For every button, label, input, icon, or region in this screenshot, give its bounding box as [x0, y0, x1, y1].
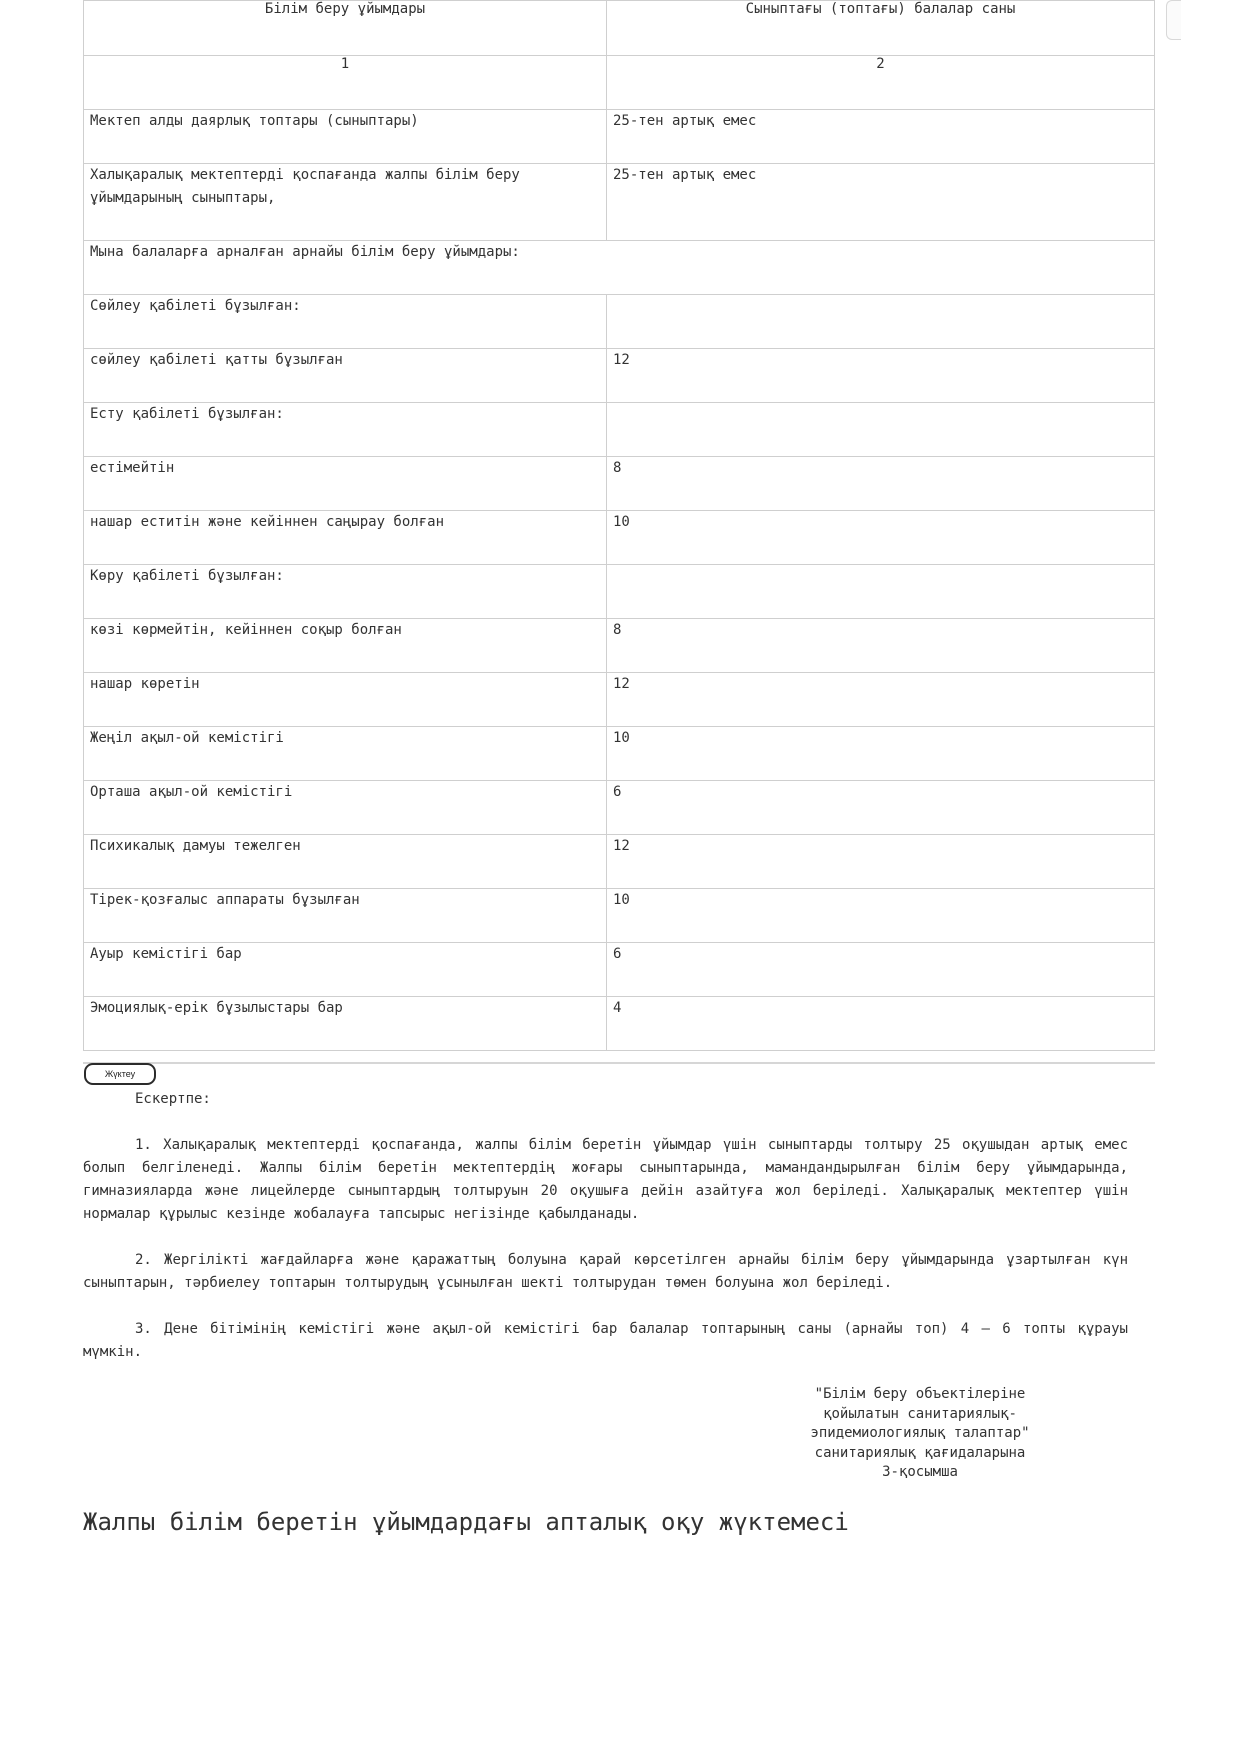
table-row — [84, 110, 1155, 164]
organization-cell: нашар еститін және кейіннен саңырау болған — [84, 511, 607, 565]
column-number-2: 2 — [607, 56, 1155, 110]
table-row — [84, 295, 1155, 349]
table-row — [84, 619, 1155, 673]
table-row — [84, 673, 1155, 727]
appendix-line: 3-қосымша — [882, 1464, 958, 1480]
organization-cell: Мектеп алды даярлық топтары (сыныптары) — [84, 110, 607, 164]
organization-cell: Есту қабілеті бұзылған: — [84, 403, 607, 457]
table-row — [84, 457, 1155, 511]
children-count-cell: 10 — [607, 511, 1155, 565]
organization-cell: Ауыр кемістігі бар — [84, 943, 607, 997]
table-row — [84, 835, 1155, 889]
table-row — [84, 403, 1155, 457]
children-count-cell: 12 — [607, 349, 1155, 403]
class-size-table — [83, 0, 1155, 1051]
column-number-1: 1 — [84, 56, 607, 110]
organization-cell: Сөйлеу қабілеті бұзылған: — [84, 295, 607, 349]
children-count-cell: 10 — [607, 727, 1155, 781]
organization-cell: Жеңіл ақыл-ой кемістігі — [84, 727, 607, 781]
children-count-cell: 4 — [607, 997, 1155, 1051]
organization-cell: естімейтін — [84, 457, 607, 511]
table-row — [84, 241, 1155, 295]
table-header-row — [84, 1, 1155, 56]
children-count-cell: 6 — [607, 943, 1155, 997]
notes-heading: Ескертпе: — [135, 1091, 211, 1107]
children-count-cell: 10 — [607, 889, 1155, 943]
download-button[interactable]: Жүктеу — [84, 1063, 156, 1085]
column-number-row — [84, 56, 1155, 110]
organization-cell: сөйлеу қабілеті қатты бұзылған — [84, 349, 607, 403]
table-row — [84, 781, 1155, 835]
children-count-cell: 8 — [607, 619, 1155, 673]
column-header-children-count: Сыныптағы (топтағы) балалар саны — [607, 1, 1155, 56]
children-count-cell — [607, 565, 1155, 619]
organization-cell: Көру қабілеті бұзылған: — [84, 565, 607, 619]
table-row — [84, 511, 1155, 565]
organization-cell: Эмоциялық-ерік бұзылыстары бар — [84, 997, 607, 1051]
organization-cell: Мына балаларға арналған арнайы білім беру ұйымдары: — [84, 241, 1155, 295]
children-count-cell: 12 — [607, 835, 1155, 889]
children-count-cell: 25-тен артық емес — [607, 110, 1155, 164]
children-count-cell: 12 — [607, 673, 1155, 727]
table-row — [84, 164, 1155, 241]
children-count-cell: 8 — [607, 457, 1155, 511]
appendix-line: санитариялық қағидаларына — [814, 1444, 1026, 1461]
organization-cell: нашар көретін — [84, 673, 607, 727]
organization-cell: Психикалық дамуы тежелген — [84, 835, 607, 889]
notes-section — [83, 1088, 1128, 1387]
note-item-2: 2. Жергілікті жағдайларға және қаражаттың болуына қарай көрсетілген арнайы білім беру ұйымдарында ұзартылған күн сыныптарын, тәрбиелеу топтарын толтырудың ұсынылған шекті толтырудан төмен болуына жол беріледі. — [83, 1252, 1128, 1291]
table-row — [84, 349, 1155, 403]
table-bottom-border — [83, 1062, 1155, 1064]
children-count-cell — [607, 295, 1155, 349]
organization-cell: көзі көрмейтін, кейіннен соқыр болған — [84, 619, 607, 673]
table-row — [84, 727, 1155, 781]
children-count-cell — [607, 403, 1155, 457]
appendix-reference — [800, 1385, 1040, 1483]
table-row — [84, 943, 1155, 997]
organization-cell: Тірек-қозғалыс аппараты бұзылған — [84, 889, 607, 943]
children-count-cell: 6 — [607, 781, 1155, 835]
note-item-3: 3. Дене бітімінің кемістігі және ақыл-ой кемістігі бар балалар топтарының саны (арнайы топ) 4 – 6 топты құрауы мүмкін. — [83, 1321, 1128, 1360]
organization-cell: Орташа ақыл-ой кемістігі — [84, 781, 607, 835]
table-row — [84, 565, 1155, 619]
appendix-line: қойылатын санитариялық- — [823, 1405, 1017, 1422]
note-item-1: 1. Халықаралық мектептерді қоспағанда, жалпы білім беретін ұйымдар үшін сыныптарды толтыру 25 оқушыдан артық емес болып белгіленеді. Жалпы білім беретін мектептердің жоғары сыныптарында, мамандандырылған білім беру ұйымдарында, гимназияларда және лицейлерде сыныптардың толтыруын 20 оқушыға дейін азайтуға жол беріледі. Халықаралық мектептер үшін нормалар құрылыс кезінде жобалауға тапсырыс негізінде қабылданады. — [83, 1137, 1128, 1222]
scroll-tab[interactable] — [1166, 0, 1181, 40]
table-row — [84, 889, 1155, 943]
section-title: Жалпы білім беретін ұйымдардағы апталық оқу жүктемесі — [83, 1508, 849, 1536]
appendix-line: "Білім беру объектілеріне — [814, 1386, 1026, 1402]
organization-cell: Халықаралық мектептерді қоспағанда жалпы білім беру ұйымдарының сыныптары, — [84, 164, 607, 241]
appendix-line: эпидемиологиялық талаптар" — [810, 1425, 1030, 1441]
children-count-cell: 25-тен артық емес — [607, 164, 1155, 241]
column-header-organizations: Білім беру ұйымдары — [84, 1, 607, 56]
table-row — [84, 997, 1155, 1051]
